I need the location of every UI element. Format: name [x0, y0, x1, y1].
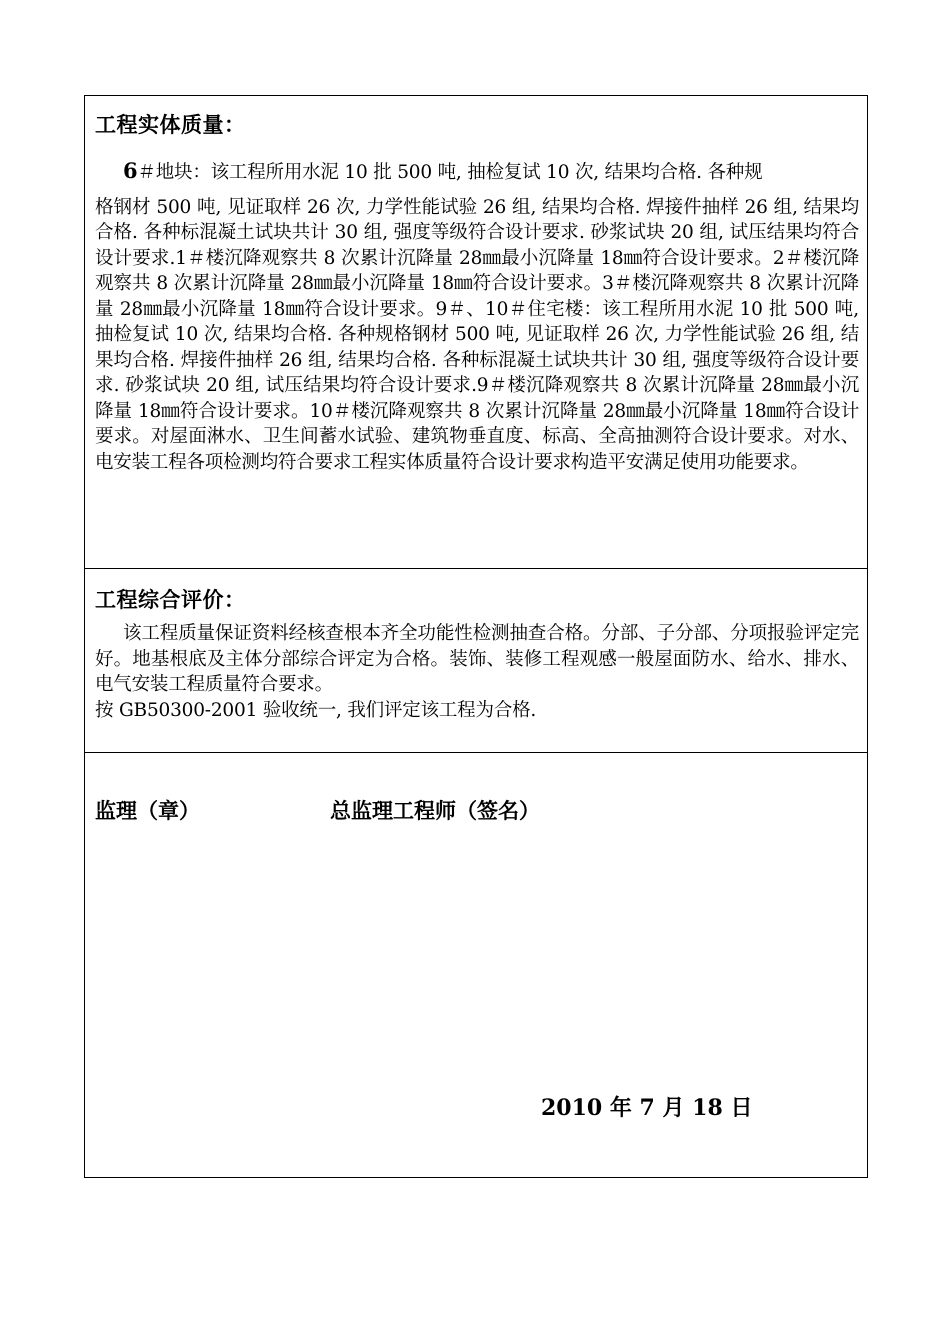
evaluation-section: [85, 569, 867, 753]
chief-engineer-signature-label: 总监理工程师（签名）: [330, 799, 540, 823]
quality-first-line-text: ＃地块：该工程所用水泥 10 批 500 吨, 抽检复试 10 次, 结果均合格. 各种规: [137, 162, 763, 183]
evaluation-conclusion: 按 GB50300-2001 验收统一, 我们评定该工程为合格.: [95, 699, 537, 721]
evaluation-paragraph: [95, 621, 859, 723]
supervisor-seal-label: 监理（章）: [95, 799, 200, 823]
signature-date: 2010 年 7 月 18 日: [541, 1095, 753, 1121]
quality-paragraph: [95, 158, 859, 475]
quality-section: [85, 96, 867, 569]
quality-first-line: [95, 158, 859, 186]
quality-body-text: 格钢材 500 吨, 见证取样 26 次, 力学性能试验 26 组, 结果均合格. 焊接件抽样 26 组, 结果均合格. 各种标混凝土试块共计 30 组, 强度等级符合设计要求. 砂浆试块 20 组, 试压结果均符合设计要求.1＃楼沉降观察共 8 次累计沉降量 28㎜最小沉降量 18㎜符合设计要求。2＃楼沉降观察共 8 次累计沉降量 28㎜最小沉降量 18㎜符合设计要求。3＃楼沉降观察共 8 次累计沉降量 28㎜最小沉降量 18㎜符合设计要求。9＃、10＃住宅楼：该工程所用水泥 10 批 500 吨, 抽检复试 10 次, 结果均合格. 各种规格钢材 500 吨, 见证取样 26 次, 力学性能试验 26 组, 结果均合格. 焊接件抽样 26 组, 结果均合格. 各种标混凝土试块共计 30 组, 强度等级符合设计要求. 砂浆试块 20 组, 试压结果均符合设计要求.9＃楼沉降观察共 8 次累计沉降量 28㎜最小沉降量 18㎜符合设计要求。10＃楼沉降观察共 8 次累计沉降量 28㎜最小沉降量 18㎜符合设计要求。对屋面淋水、卫生间蓄水试验、建筑物垂直度、标高、全高抽测符合设计要求。对水、电安装工程各项检测均符合要求工程实体质量符合设计要求构造平安满足使用功能要求。: [95, 196, 859, 473]
evaluation-table: [84, 95, 868, 1178]
signature-section: [85, 753, 867, 1177]
evaluation-text: 该工程质量保证资料经核查根本齐全功能性检测抽查合格。分部、子分部、分项报验评定完好。地基根底及主体分部综合评定为合格。装饰、装修工程观感一般屋面防水、给水、排水、电气安装工程质量符合要求。: [95, 623, 859, 695]
evaluation-heading: 工程综合评价：: [95, 588, 246, 612]
quality-heading: 工程实体质量：: [95, 113, 246, 137]
block-label: 6: [123, 158, 138, 183]
